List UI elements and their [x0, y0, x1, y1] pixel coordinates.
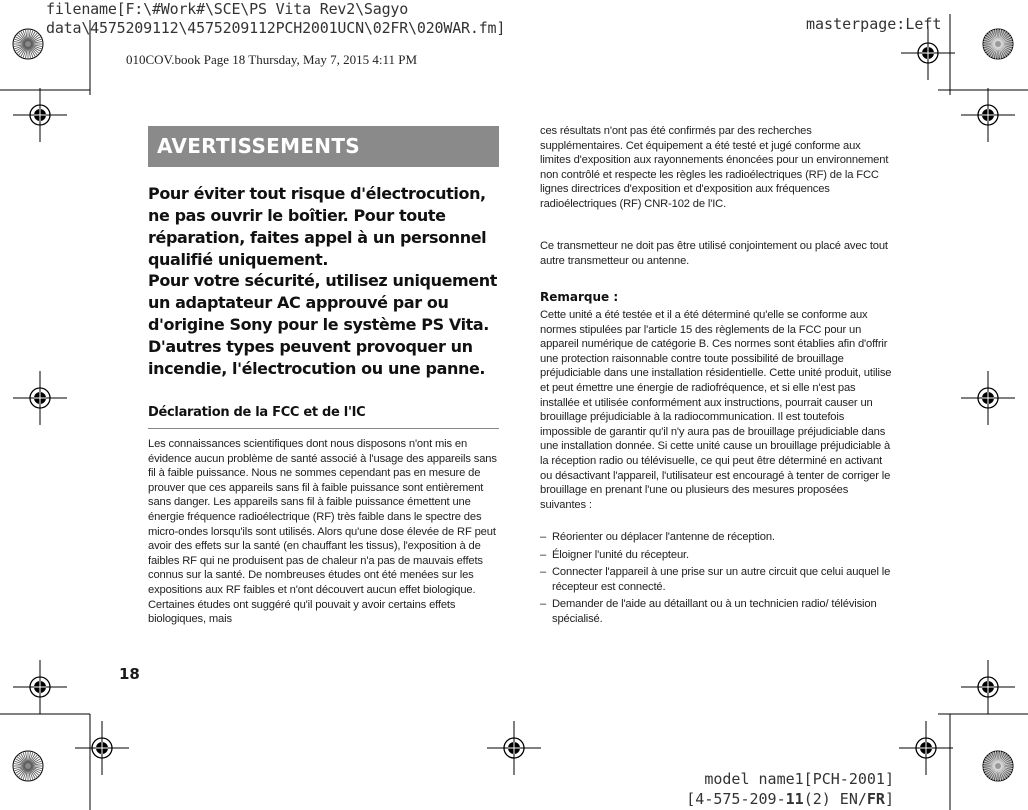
color-wheel-icon — [13, 29, 43, 59]
registration-target-icon — [961, 88, 1015, 142]
book-info-line: 010COV.book Page 18 Thursday, May 7, 2015 4:11 PM — [126, 52, 418, 67]
registration-target-icon — [961, 371, 1015, 425]
list-item: – Connecter l'appareil à une prise sur un autre circuit que celui auquel le récepteur est connecté. — [540, 566, 891, 593]
list-item: – Éloigner l'unité du récepteur. — [540, 548, 689, 561]
registration-target-icon — [899, 721, 953, 775]
fcc-paragraph: Les connaissances scientifiques dont nous disposons n'ont mis en évidence aucun problème de santé associé à l'usage des appareils sans fil à faible puissance. Nous ne sommes cependant pas en mesure de prouver que ces appareils sans fil à faible puissance sont entièrement sans danger. Les appareils sans fil à faible puissance émettent une énergie fréquence radioélectrique (RF) très faible dans le spectre des micro-ondes lorsqu'ils sont utilisés. Alors qu'une dose élevée de RF peut avoir des effets sur la santé (en chauffant les tissus), l'exposition à de faibles RF qui ne produisent pas de chaleur n'a pas de mauvais effets connus sur la santé. De nombreuses études ont été menées sur les expositions aux RF faibles et n'ont découvert aucun effet biologique. Certaines études ont suggéré qu'il pouvait y avoir certains effets biologiques, mais — [148, 438, 497, 626]
fcc-section-heading: Déclaration de la FCC et de l'IC — [148, 405, 366, 420]
section-divider — [148, 428, 499, 429]
shock-warning: Pour éviter tout risque d'électrocution, ne pas ouvrir le boîtier. Pour toute réparation, faites appel à un personnel qualifié uniquement. — [148, 184, 487, 269]
registration-target-icon — [901, 26, 955, 80]
list-item: – Réorienter ou déplacer l'antenne de réception. — [540, 531, 775, 543]
adapter-warning: Pour votre sécurité, utilisez uniquement un adaptateur AC approuvé par ou d'origine Sony pour le système PS Vita. D'autres types peuvent provoquer un incendie, l'électrocution ou une panne. — [148, 271, 498, 378]
rf-exposure-paragraph: ces résultats n'ont pas été confirmés par des recherches supplémentaires. Cet équipement a été testé et jugé conforme aux limites d'exposition aux rayonnements énoncées pour un environnement non contrôlé et respecte les règles les radioélectriques (RF) de la FCC lignes directrices d'exposition et d'exposition aux fréquences radioélectriques (RF) CNR-102 de l'IC. — [540, 125, 889, 210]
warnings-banner: AVERTISSEMENTS — [148, 126, 499, 167]
filename-header: filename[F:\#Work#\SCE\PS Vita Rev2\Sagyo data\4575209112\4575209112PCH2001UCN\02FR\020WAR.fm] — [46, 0, 506, 37]
registration-target-icon — [487, 721, 541, 775]
list-item: – Demander de l'aide au détaillant ou à un technicien radio/ télévision spécialisé. — [540, 598, 877, 625]
registration-target-icon — [13, 660, 67, 714]
part-code-footer: [4-575-209-11(2) EN/FR] — [686, 790, 894, 808]
measures-list — [540, 530, 892, 630]
model-name-footer: model name1[PCH-2001] — [704, 770, 894, 788]
registration-target-icon — [13, 88, 67, 142]
color-wheel-icon — [13, 751, 43, 781]
registration-target-icon — [961, 660, 1015, 714]
masterpage-label: masterpage:Left — [806, 15, 942, 33]
remark-heading: Remarque : — [540, 290, 619, 304]
page-number: 18 — [119, 665, 140, 683]
color-wheel-icon — [983, 29, 1013, 59]
color-wheel-icon — [983, 751, 1013, 781]
transmitter-paragraph: Ce transmetteur ne doit pas être utilisé conjointement ou placé avec tout autre transmetteur ou antenne. — [540, 240, 888, 267]
registration-target-icon — [13, 371, 67, 425]
class-b-paragraph: Cette unité a été testée et il a été déterminé qu'elle se conforme aux normes stipulées par l'article 15 des règlements de la FCC pour un appareil numérique de catégorie B. Ces normes sont établies afin d'offrir une protection raisonnable contre toute possibilité de brouillage préjudiciable dans une installation résidentielle. Cette unité produit, utilise et peut émettre une énergie de radiofréquence, et si elle n'est pas installée et utilisée conformément aux instructions, pourrait causer un brouillage préjudiciable à la radiocommunication. Il est toutefois impossible de garantir qu'il n'y aura pas de brouillage préjudiciable dans une installation donnée. Si cette unité cause un brouillage préjudiciable à la réception radio ou télévisuelle, ce qui peut être déterminé en activant ou désactivant l'appareil, l'utilisateur est encouragé à tenter de corriger le brouillage en prenant l'une ou plusieurs des mesures proposées suivantes : — [540, 309, 892, 511]
registration-target-icon — [75, 721, 129, 775]
